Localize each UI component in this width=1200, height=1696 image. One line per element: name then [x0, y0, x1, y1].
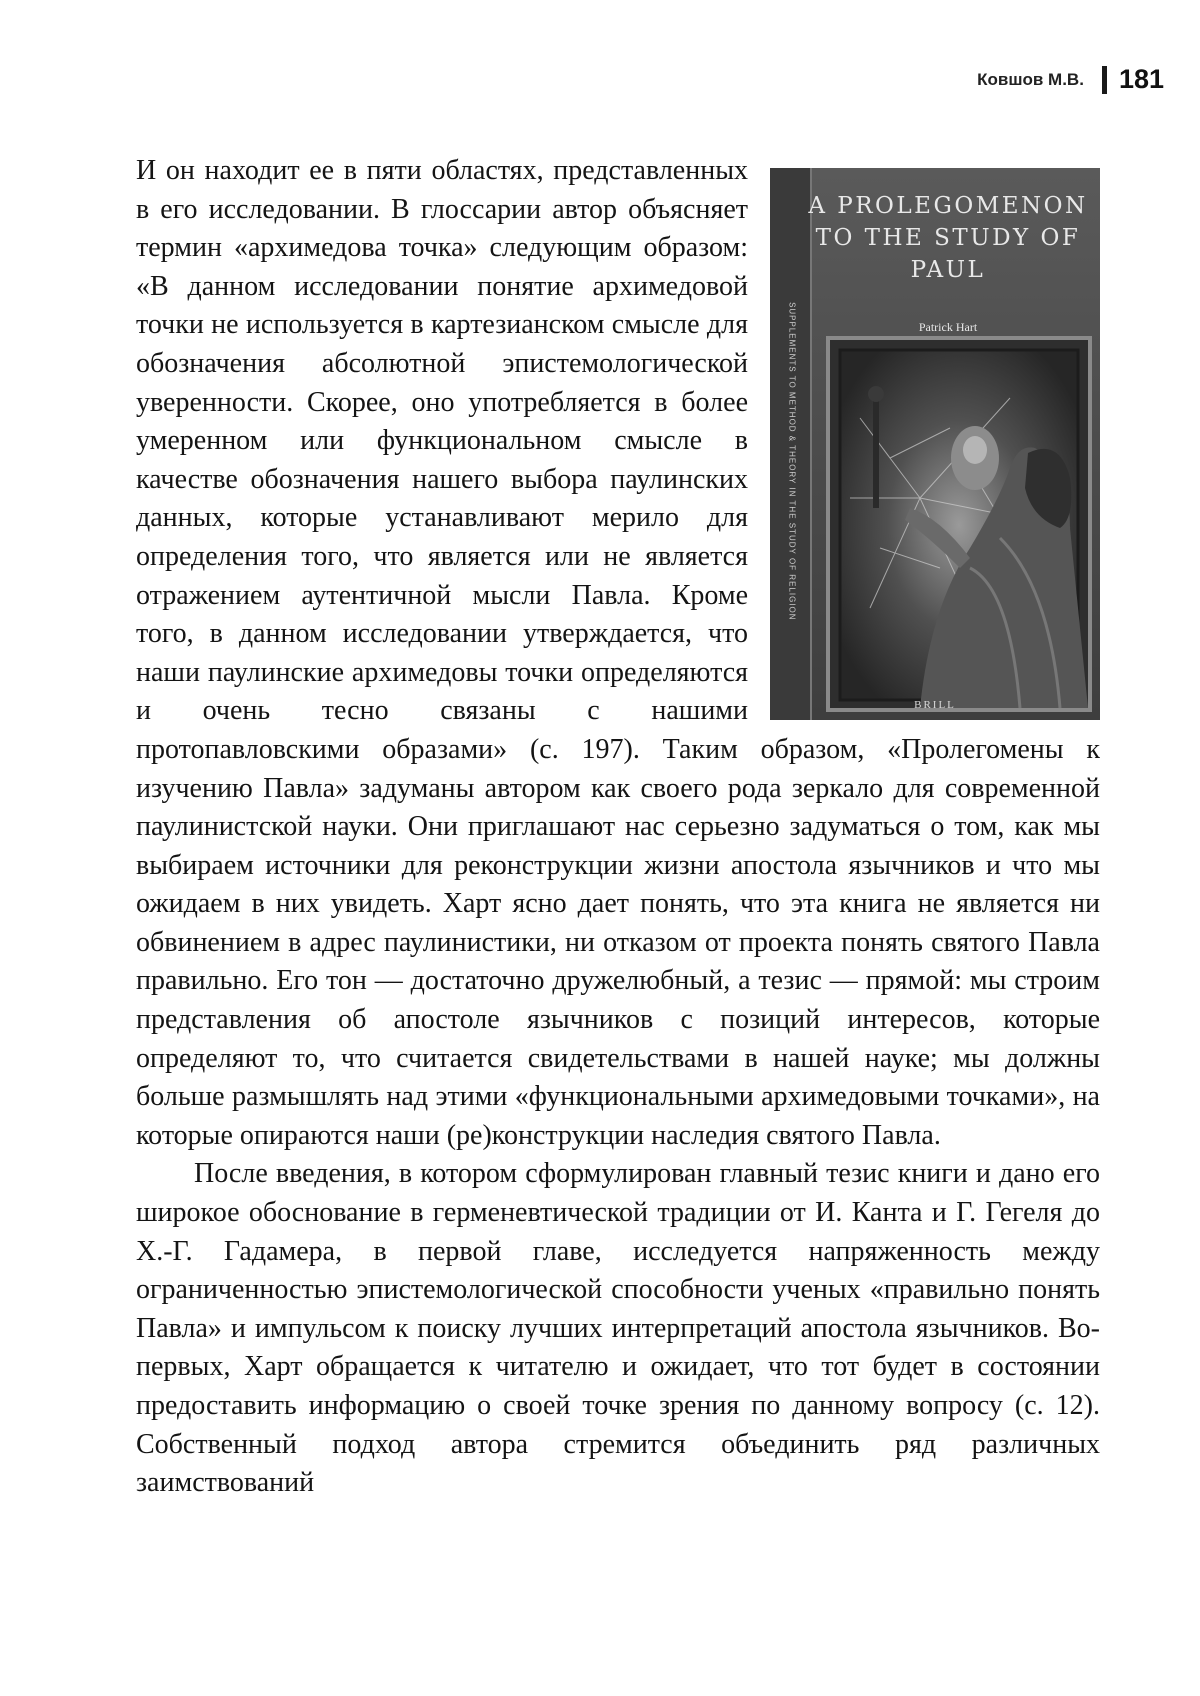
- running-head: [977, 64, 1164, 95]
- paragraph-2: После введения, в котором сформулирован главный тезис книги и дано его широкое обоснование в герменевтической традиции от И. Канта и Г. Гегеля до Х.-Г. Гадамера, в первой главе, исследуется напряженность между ограниченностью эпистемологической способности ученых «правильно понять Павла» и импульсом к поиску лучших интерпретаций апостола язычников. Во-первых, Харт обращается к читателю и ожидает, что тот будет в состоянии предоставить информацию о своей точке зрения по данному вопросу (с. 12). Собственный подход автора стремится объединить ряд различных заимствований: [136, 1158, 1100, 1499]
- cover-title: A PROLEGOMENON TO THE STUDY OF PAUL: [808, 193, 1088, 283]
- running-head-divider: [1102, 66, 1107, 94]
- cover-publisher: BRILL: [914, 699, 956, 711]
- cover-series-spine: SUPPLEMENTS TO METHOD & THEORY IN THE STUDY OF RELIGION: [787, 302, 797, 621]
- paragraph-1: [136, 152, 1100, 1155]
- body-text: [136, 152, 1100, 1503]
- running-head-author: Ковшов М.В.: [977, 69, 1084, 89]
- cover-author: Patrick Hart: [918, 320, 978, 334]
- page-number: 181: [1118, 64, 1164, 94]
- paragraph-1-text: И он находит ее в пяти областях, представленных в его исследовании. В глоссарии автор объясняет термин «архимедова точка» следующим образом: «В данном исследовании понятие архимедовой точки не используется в картезианском смысле для обозначения абсолютной эпистемологической уверенности. Скорее, оно употребляется в более умеренном или функциональном смысле в качестве обозначения нашего выбора паулинских данных, которые устанавливают мерило для определения того, что является или не является отражением аутентичной мысли Павла. Кроме того, в данном исследовании утверждается, что наши паулинские архимедовы точки определяются и очень тесно связаны с нашими протопавловскими образами» (с. 197). Таким образом, «Пролегомены к изучению Павла» задуманы автором как своего рода зеркало для современной паулинистской науки. Они приглашают нас серьезно задуматься о том, как мы выбираем источники для реконструкции жизни апостола язычников и что мы ожидаем в них увидеть. Харт ясно дает понять, что эта книга не является ни обвинением в адрес паулинистики, ни отказом от проекта понять святого Павла правильно. Его тон — достаточно дружелюбный, а тезис — прямой: мы строим представления об апостоле язычников с позиций интересов, которые определяют то, что считается свидетельствами в нашей науке; мы должны больше размышлять над этими «функциональными архимедовыми точками», на которые опираются наши (ре)конструкции наследия святого Павла.: [136, 155, 1100, 1151]
- book-cover-image: [770, 168, 1100, 720]
